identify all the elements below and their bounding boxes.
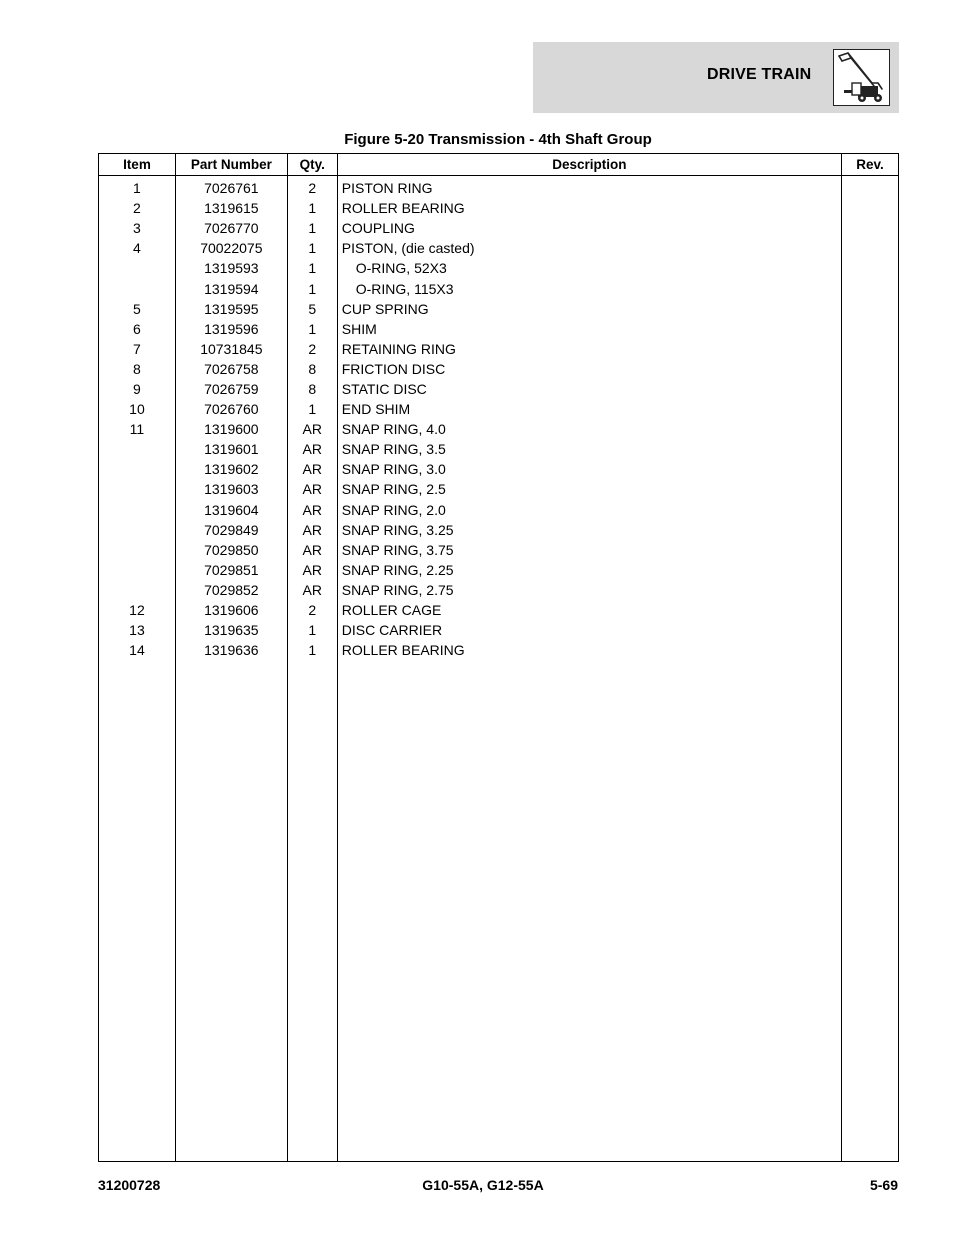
cell-item: 13 [99, 620, 176, 640]
cell-qty: AR [287, 580, 337, 600]
section-title: DRIVE TRAIN [707, 66, 812, 83]
cell-part-number: 70022075 [175, 238, 287, 258]
cell-part-number: 1319595 [175, 299, 287, 319]
cell-rev [842, 299, 899, 319]
cell-qty: 5 [287, 299, 337, 319]
empty-cell [99, 660, 176, 1161]
table-row [99, 278, 899, 298]
cell-part-number: 7029851 [175, 560, 287, 580]
table-row [99, 419, 899, 439]
cell-part-number: 1319636 [175, 640, 287, 660]
table-row [99, 479, 899, 499]
cell-item: 6 [99, 319, 176, 339]
cell-qty: 1 [287, 640, 337, 660]
cell-description: ROLLER CAGE [337, 600, 841, 620]
cell-description: SNAP RING, 2.0 [337, 500, 841, 520]
table-row [99, 540, 899, 560]
table-row [99, 459, 899, 479]
table-row [99, 399, 899, 419]
cell-qty: AR [287, 459, 337, 479]
cell-description: SNAP RING, 2.25 [337, 560, 841, 580]
cell-item: 11 [99, 419, 176, 439]
cell-qty: 2 [287, 339, 337, 359]
table-row [99, 520, 899, 540]
cell-item [99, 278, 176, 298]
column-header-rev: Rev. [842, 154, 899, 176]
cell-description: DISC CARRIER [337, 620, 841, 640]
cell-description: RETAINING RING [337, 339, 841, 359]
cell-description: CUP SPRING [337, 299, 841, 319]
column-header-item: Item [99, 154, 176, 176]
cell-item: 10 [99, 399, 176, 419]
cell-rev [842, 600, 899, 620]
cell-rev [842, 238, 899, 258]
cell-description: PISTON, (die casted) [337, 238, 841, 258]
cell-rev [842, 359, 899, 379]
table-row [99, 176, 899, 199]
cell-description: SHIM [337, 319, 841, 339]
cell-part-number: 1319596 [175, 319, 287, 339]
table-row [99, 218, 899, 238]
cell-qty: 1 [287, 238, 337, 258]
cell-part-number: 7026761 [175, 176, 287, 199]
cell-description: SNAP RING, 3.75 [337, 540, 841, 560]
figure-title: Figure 5-20 Transmission - 4th Shaft Group [344, 131, 652, 148]
cell-item [99, 258, 176, 278]
cell-qty: 2 [287, 600, 337, 620]
cell-part-number: 7026760 [175, 399, 287, 419]
cell-description: ROLLER BEARING [337, 198, 841, 218]
table-row [99, 198, 899, 218]
cell-item: 4 [99, 238, 176, 258]
cell-part-number: 1319615 [175, 198, 287, 218]
cell-qty: 1 [287, 620, 337, 640]
cell-part-number: 1319602 [175, 459, 287, 479]
parts-table [98, 153, 899, 1162]
table-row [99, 258, 899, 278]
column-header-qty: Qty. [287, 154, 337, 176]
cell-part-number: 7029852 [175, 580, 287, 600]
cell-rev [842, 640, 899, 660]
cell-description: STATIC DISC [337, 379, 841, 399]
table-filler-row [99, 660, 899, 1161]
empty-cell [337, 660, 841, 1161]
cell-part-number: 7029849 [175, 520, 287, 540]
cell-item: 3 [99, 218, 176, 238]
table-row [99, 379, 899, 399]
cell-rev [842, 278, 899, 298]
cell-item [99, 500, 176, 520]
cell-rev [842, 399, 899, 419]
cell-qty: AR [287, 419, 337, 439]
cell-rev [842, 198, 899, 218]
empty-cell [842, 660, 899, 1161]
cell-part-number: 1319604 [175, 500, 287, 520]
cell-description: SNAP RING, 3.5 [337, 439, 841, 459]
parts-table-body [99, 176, 899, 1162]
cell-part-number: 1319635 [175, 620, 287, 640]
forklift-icon [833, 49, 890, 106]
model-numbers: G10-55A, G12-55A [422, 1177, 544, 1193]
cell-qty: 2 [287, 176, 337, 199]
cell-description: SNAP RING, 4.0 [337, 419, 841, 439]
cell-qty: 1 [287, 278, 337, 298]
cell-description: O-RING, 115X3 [337, 278, 841, 298]
cell-item [99, 459, 176, 479]
cell-rev [842, 520, 899, 540]
cell-rev [842, 459, 899, 479]
cell-rev [842, 218, 899, 238]
cell-part-number: 1319600 [175, 419, 287, 439]
cell-part-number: 1319601 [175, 439, 287, 459]
cell-part-number: 7026759 [175, 379, 287, 399]
cell-description: COUPLING [337, 218, 841, 238]
cell-description: SNAP RING, 2.75 [337, 580, 841, 600]
cell-qty: AR [287, 540, 337, 560]
table-row [99, 238, 899, 258]
cell-rev [842, 540, 899, 560]
table-row [99, 580, 899, 600]
cell-item [99, 540, 176, 560]
table-row [99, 319, 899, 339]
table-row [99, 620, 899, 640]
cell-item [99, 479, 176, 499]
table-row [99, 299, 899, 319]
table-row [99, 640, 899, 660]
cell-item [99, 439, 176, 459]
cell-qty: AR [287, 439, 337, 459]
table-row [99, 600, 899, 620]
cell-rev [842, 176, 899, 199]
cell-item: 1 [99, 176, 176, 199]
cell-part-number: 7029850 [175, 540, 287, 560]
cell-qty: 1 [287, 198, 337, 218]
table-row [99, 560, 899, 580]
table-row [99, 339, 899, 359]
cell-part-number: 1319603 [175, 479, 287, 499]
cell-rev [842, 439, 899, 459]
cell-item: 5 [99, 299, 176, 319]
cell-item: 2 [99, 198, 176, 218]
cell-item: 12 [99, 600, 176, 620]
empty-cell [287, 660, 337, 1161]
cell-qty: AR [287, 500, 337, 520]
cell-part-number: 1319606 [175, 600, 287, 620]
table-header-row [99, 154, 899, 176]
table-row [99, 359, 899, 379]
cell-item: 14 [99, 640, 176, 660]
cell-rev [842, 580, 899, 600]
cell-part-number: 1319593 [175, 258, 287, 278]
table-row [99, 439, 899, 459]
cell-part-number: 7026758 [175, 359, 287, 379]
cell-qty: AR [287, 520, 337, 540]
cell-part-number: 10731845 [175, 339, 287, 359]
cell-item: 8 [99, 359, 176, 379]
cell-rev [842, 419, 899, 439]
cell-part-number: 1319594 [175, 278, 287, 298]
cell-rev [842, 560, 899, 580]
cell-description: SNAP RING, 3.0 [337, 459, 841, 479]
cell-rev [842, 339, 899, 359]
cell-description: SNAP RING, 2.5 [337, 479, 841, 499]
cell-item [99, 560, 176, 580]
cell-qty: 1 [287, 319, 337, 339]
page-number: 5-69 [869, 1177, 898, 1193]
cell-rev [842, 479, 899, 499]
empty-cell [175, 660, 287, 1161]
cell-description: O-RING, 52X3 [337, 258, 841, 278]
cell-description: ROLLER BEARING [337, 640, 841, 660]
cell-rev [842, 319, 899, 339]
cell-description: SNAP RING, 3.25 [337, 520, 841, 540]
cell-qty: AR [287, 479, 337, 499]
column-header-part-number: Part Number [175, 154, 287, 176]
cell-rev [842, 258, 899, 278]
cell-qty: 8 [287, 359, 337, 379]
cell-description: END SHIM [337, 399, 841, 419]
cell-item: 7 [99, 339, 176, 359]
cell-qty: 1 [287, 258, 337, 278]
column-header-description: Description [337, 154, 841, 176]
cell-qty: 1 [287, 399, 337, 419]
cell-item [99, 520, 176, 540]
cell-qty: AR [287, 560, 337, 580]
cell-rev [842, 379, 899, 399]
cell-part-number: 7026770 [175, 218, 287, 238]
cell-rev [842, 620, 899, 640]
cell-qty: 1 [287, 218, 337, 238]
document-number: 31200728 [98, 1177, 161, 1193]
cell-item [99, 580, 176, 600]
cell-rev [842, 500, 899, 520]
cell-description: PISTON RING [337, 176, 841, 199]
table-row [99, 500, 899, 520]
cell-item: 9 [99, 379, 176, 399]
cell-description: FRICTION DISC [337, 359, 841, 379]
cell-qty: 8 [287, 379, 337, 399]
